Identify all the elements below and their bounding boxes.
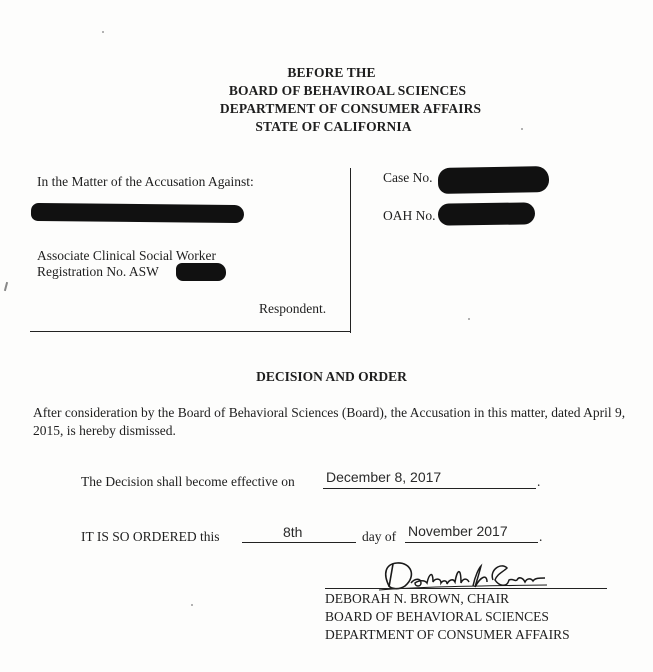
caption-vertical-divider (350, 168, 351, 333)
effective-prefix: The Decision shall become effective on (81, 474, 295, 489)
header-line-before: BEFORE THE (287, 65, 376, 80)
header-line-department: DEPARTMENT OF CONSUMER AFFAIRS (219, 101, 482, 116)
effective-period: . (537, 474, 541, 489)
signer-department: DEPARTMENT OF CONSUMER AFFAIRS (325, 627, 570, 642)
scan-speck (191, 604, 193, 606)
signature-block (325, 590, 570, 644)
oah-number-label: OAH No. (383, 208, 436, 223)
redacted-case-number (438, 166, 549, 194)
redacted-registration-number (176, 263, 226, 281)
ordered-prefix: IT IS SO ORDERED this (81, 529, 220, 544)
decision-body: After consideration by the Board of Behavioral Sciences (Board), the Accusation in this matter, dated April 9, 2015, is hereby dismissed. (33, 405, 626, 438)
scan-speck (468, 318, 470, 320)
registration-number: Registration No. ASW (37, 264, 159, 279)
redacted-respondent-name (31, 203, 244, 223)
document-header (0, 64, 653, 136)
ordered-day-value: 8th (283, 524, 303, 540)
margin-mark (4, 282, 8, 291)
signer-board: BOARD OF BEHAVIORAL SCIENCES (325, 609, 549, 624)
ordered-month-value: November 2017 (408, 523, 508, 539)
signer-name-title: DEBORAH N. BROWN, CHAIR (325, 591, 510, 606)
ordered-month-underline (405, 542, 538, 543)
decision-title: DECISION AND ORDER (256, 369, 407, 384)
case-number-label: Case No. (383, 170, 433, 185)
day-of-label: day of (362, 529, 397, 544)
respondent-label: Respondent. (259, 301, 327, 316)
header-line-state: STATE OF CALIFORNIA (255, 119, 412, 134)
license-type: Associate Clinical Social Worker (37, 248, 216, 263)
effective-date-value: December 8, 2017 (326, 469, 442, 485)
matter-label: In the Matter of the Accusation Against: (37, 174, 254, 189)
effective-date-underline (323, 488, 536, 489)
redacted-oah-number (438, 202, 535, 225)
header-line-board: BOARD OF BEHAVIROAL SCIENCES (228, 83, 467, 98)
ordered-day-underline (242, 542, 356, 543)
scan-speck (102, 31, 104, 33)
caption-bottom-divider (30, 331, 351, 332)
ordered-period: . (539, 529, 543, 544)
